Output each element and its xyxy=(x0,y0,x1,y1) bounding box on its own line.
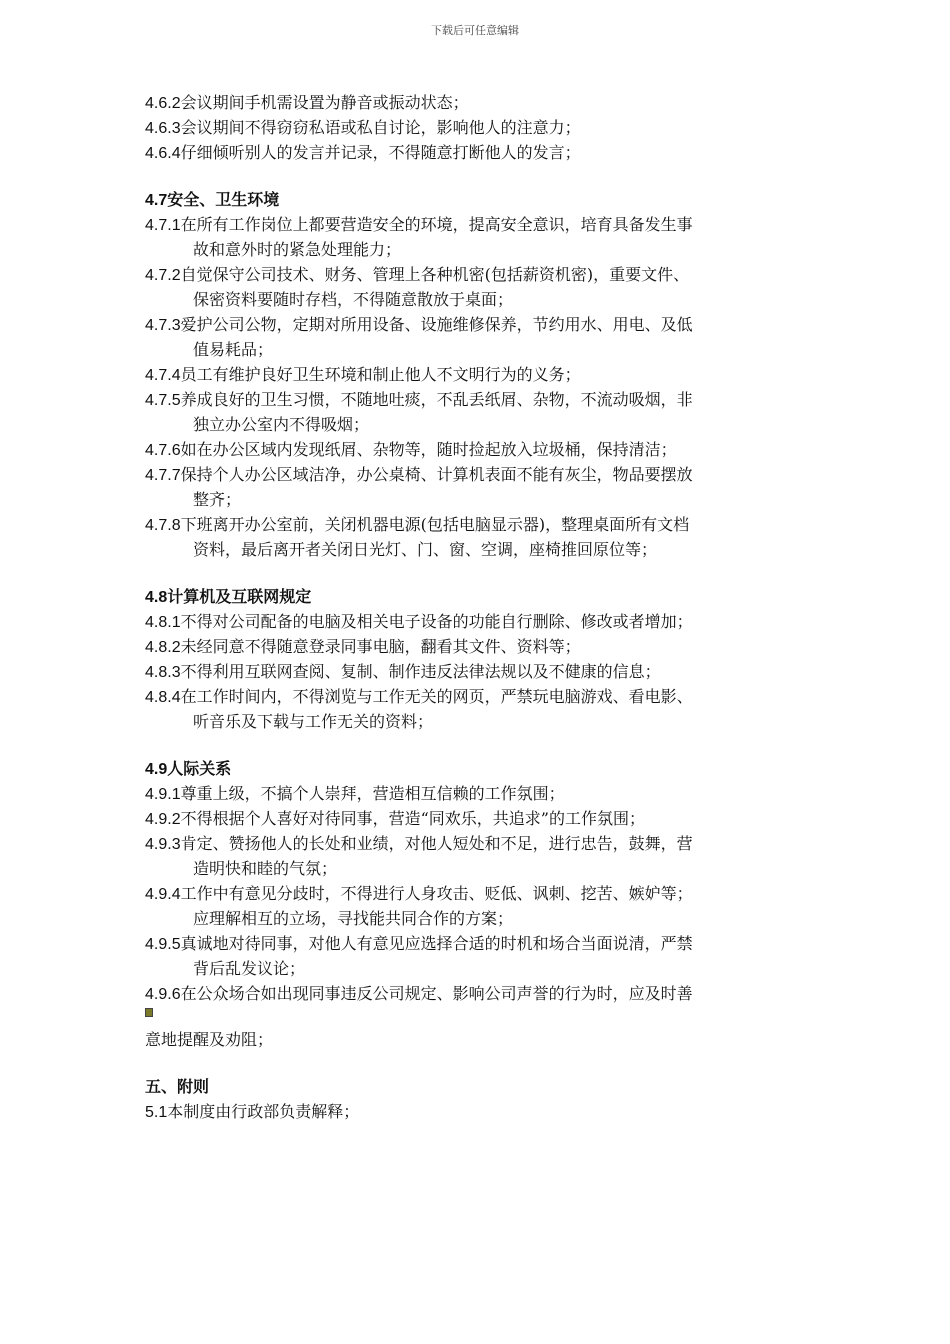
clause-item-continued xyxy=(145,487,810,512)
clause-item-continued xyxy=(145,537,810,562)
clause-text: 会议期间不得窃窃私语或私自讨论，影响他人的注意力； xyxy=(180,118,581,137)
text-anchor-marker xyxy=(145,1008,153,1017)
clause-number: 4.7.8 xyxy=(145,517,181,534)
clause-item xyxy=(145,387,810,412)
clause-text: 仔细倾听别人的发言并记录，不得随意打断他人的发言； xyxy=(180,143,581,162)
clause-number: 4.7.6 xyxy=(145,442,181,459)
clause-item xyxy=(145,437,810,462)
clause-item-continued xyxy=(145,856,810,881)
clause-text: 保密资料要随时存档，不得随意散放于桌面； xyxy=(193,290,514,309)
clause-text: 值易耗品； xyxy=(193,340,274,359)
clause-text: 保持个人办公区域洁净，办公桌椅、计算机表面不能有灰尘，物品要摆放 xyxy=(180,465,693,484)
clause-number: 4.7.7 xyxy=(145,467,181,484)
clause-text: 如在办公区域内发现纸屑、杂物等，随时捡起放入垃圾桶，保持清洁； xyxy=(180,440,677,459)
clause-item xyxy=(145,634,810,659)
clause-item xyxy=(145,659,810,684)
clause-text: 应理解相互的立场，寻找能共同合作的方案； xyxy=(193,909,514,928)
clause-item xyxy=(145,262,810,287)
clause-item xyxy=(145,140,810,165)
clause-text: 在所有工作岗位上都要营造安全的环境，提高安全意识，培育具备发生事 xyxy=(180,215,693,234)
section-4-6-list xyxy=(145,90,810,165)
clause-item xyxy=(145,609,810,634)
clause-number: 4.8.1 xyxy=(145,614,181,631)
clause-text: 自觉保守公司技术、财务、管理上各种机密(包括薪资机密)，重要文件、 xyxy=(180,265,690,284)
clause-item-continued xyxy=(145,906,810,931)
clause-number: 4.7.5 xyxy=(145,392,181,409)
clause-text: 未经同意不得随意登录同事电脑，翻看其文件、资料等； xyxy=(180,637,581,656)
clause-number: 4.9.5 xyxy=(145,936,181,953)
clause-number: 4.9.3 xyxy=(145,836,181,853)
clause-text: 独立办公室内不得吸烟； xyxy=(193,415,370,434)
clause-item xyxy=(145,881,810,906)
clause-item xyxy=(145,362,810,387)
page-header: 下载后可任意编辑 xyxy=(431,24,519,37)
clause-item xyxy=(145,115,810,140)
clause-item xyxy=(145,512,810,537)
clause-number: 4.8.4 xyxy=(145,689,181,706)
clause-item xyxy=(145,212,810,237)
clause-item xyxy=(145,781,810,806)
clause-item xyxy=(145,312,810,337)
clause-item xyxy=(145,684,810,709)
section-5-heading: 五、附则 xyxy=(145,1077,210,1096)
clause-item xyxy=(145,831,810,856)
clause-text: 工作中有意见分歧时，不得进行人身攻击、贬低、讽刺、挖苦、嫉妒等； xyxy=(180,884,693,903)
clause-item-continued xyxy=(145,412,810,437)
clause-text: 故和意外时的紧急处理能力； xyxy=(193,240,402,259)
clause-number: 4.7.4 xyxy=(145,367,181,384)
clause-item-continued xyxy=(145,287,810,312)
section-4-8-heading: 4.8计算机及互联网规定 xyxy=(145,587,312,606)
clause-text: 肯定、赞扬他人的长处和业绩，对他人短处和不足，进行忠告，鼓舞，营 xyxy=(180,834,693,853)
clause-text: 不得利用互联网查阅、复制、制作违反法律法规以及不健康的信息； xyxy=(180,662,661,681)
document-body xyxy=(145,90,810,1124)
section-4-7-heading: 4.7安全、卫生环境 xyxy=(145,190,280,209)
clause-text: 不得根据个人喜好对待同事，营造“同欢乐，共追求”的工作氛围； xyxy=(180,809,645,828)
clause-5-1: 5.1本制度由行政部负责解释； xyxy=(145,1102,360,1121)
clause-text: 养成良好的卫生习惯，不随地吐痰，不乱丢纸屑、杂物，不流动吸烟，非 xyxy=(180,390,693,409)
section-4-8-list xyxy=(145,609,810,734)
clause-text: 听音乐及下载与工作无关的资料； xyxy=(193,712,434,731)
clause-number: 4.8.3 xyxy=(145,664,181,681)
clause-text: 尊重上级，不搞个人崇拜，营造相互信赖的工作氛围； xyxy=(180,784,565,803)
clause-text: 资料，最后离开者关闭日光灯、门、窗、空调，座椅推回原位等； xyxy=(193,540,658,559)
clause-item-continued xyxy=(145,709,810,734)
section-4-9-heading: 4.9人际关系 xyxy=(145,759,232,778)
clause-number: 4.9.2 xyxy=(145,811,181,828)
clause-number: 4.7.1 xyxy=(145,217,181,234)
clause-number: 4.7.2 xyxy=(145,267,181,284)
clause-item-continued xyxy=(145,956,810,981)
clause-number: 4.6.4 xyxy=(145,145,181,162)
clause-text: 整齐； xyxy=(193,490,242,509)
clause-text: 背后乱发议论； xyxy=(193,959,306,978)
clause-text: 在工作时间内，不得浏览与工作无关的网页，严禁玩电脑游戏、看电影、 xyxy=(180,687,693,706)
clause-number: 4.9.4 xyxy=(145,886,181,903)
clause-4-9-6-continued: 意地提醒及劝阻； xyxy=(145,1030,274,1049)
clause-item xyxy=(145,462,810,487)
clause-item xyxy=(145,806,810,831)
section-4-9-list xyxy=(145,781,810,981)
clause-number: 4.6.3 xyxy=(145,120,181,137)
clause-number: 4.9.1 xyxy=(145,786,181,803)
clause-text: 下班离开办公室前，关闭机器电源(包括电脑显示器)，整理桌面所有文档 xyxy=(180,515,690,534)
clause-item xyxy=(145,90,810,115)
clause-4-9-6: 4.9.6在公众场合如出现同事违反公司规定、影响公司声誉的行为时，应及时善 xyxy=(145,984,693,1003)
clause-number: 4.7.3 xyxy=(145,317,181,334)
clause-text: 会议期间手机需设置为静音或振动状态； xyxy=(180,93,469,112)
clause-number: 4.8.2 xyxy=(145,639,181,656)
clause-text: 不得对公司配备的电脑及相关电子设备的功能自行删除、修改或者增加； xyxy=(180,612,693,631)
clause-item-continued xyxy=(145,237,810,262)
clause-text: 真诚地对待同事，对他人有意见应选择合适的时机和场合当面说清，严禁 xyxy=(180,934,693,953)
clause-text: 造明快和睦的气氛； xyxy=(193,859,338,878)
clause-number: 4.6.2 xyxy=(145,95,181,112)
clause-item-continued xyxy=(145,337,810,362)
section-4-7-list xyxy=(145,212,810,562)
clause-text: 爱护公司公物，定期对所用设备、设施维修保养，节约用水、用电、及低 xyxy=(180,315,693,334)
clause-item xyxy=(145,931,810,956)
clause-text: 员工有维护良好卫生环境和制止他人不文明行为的义务； xyxy=(180,365,581,384)
